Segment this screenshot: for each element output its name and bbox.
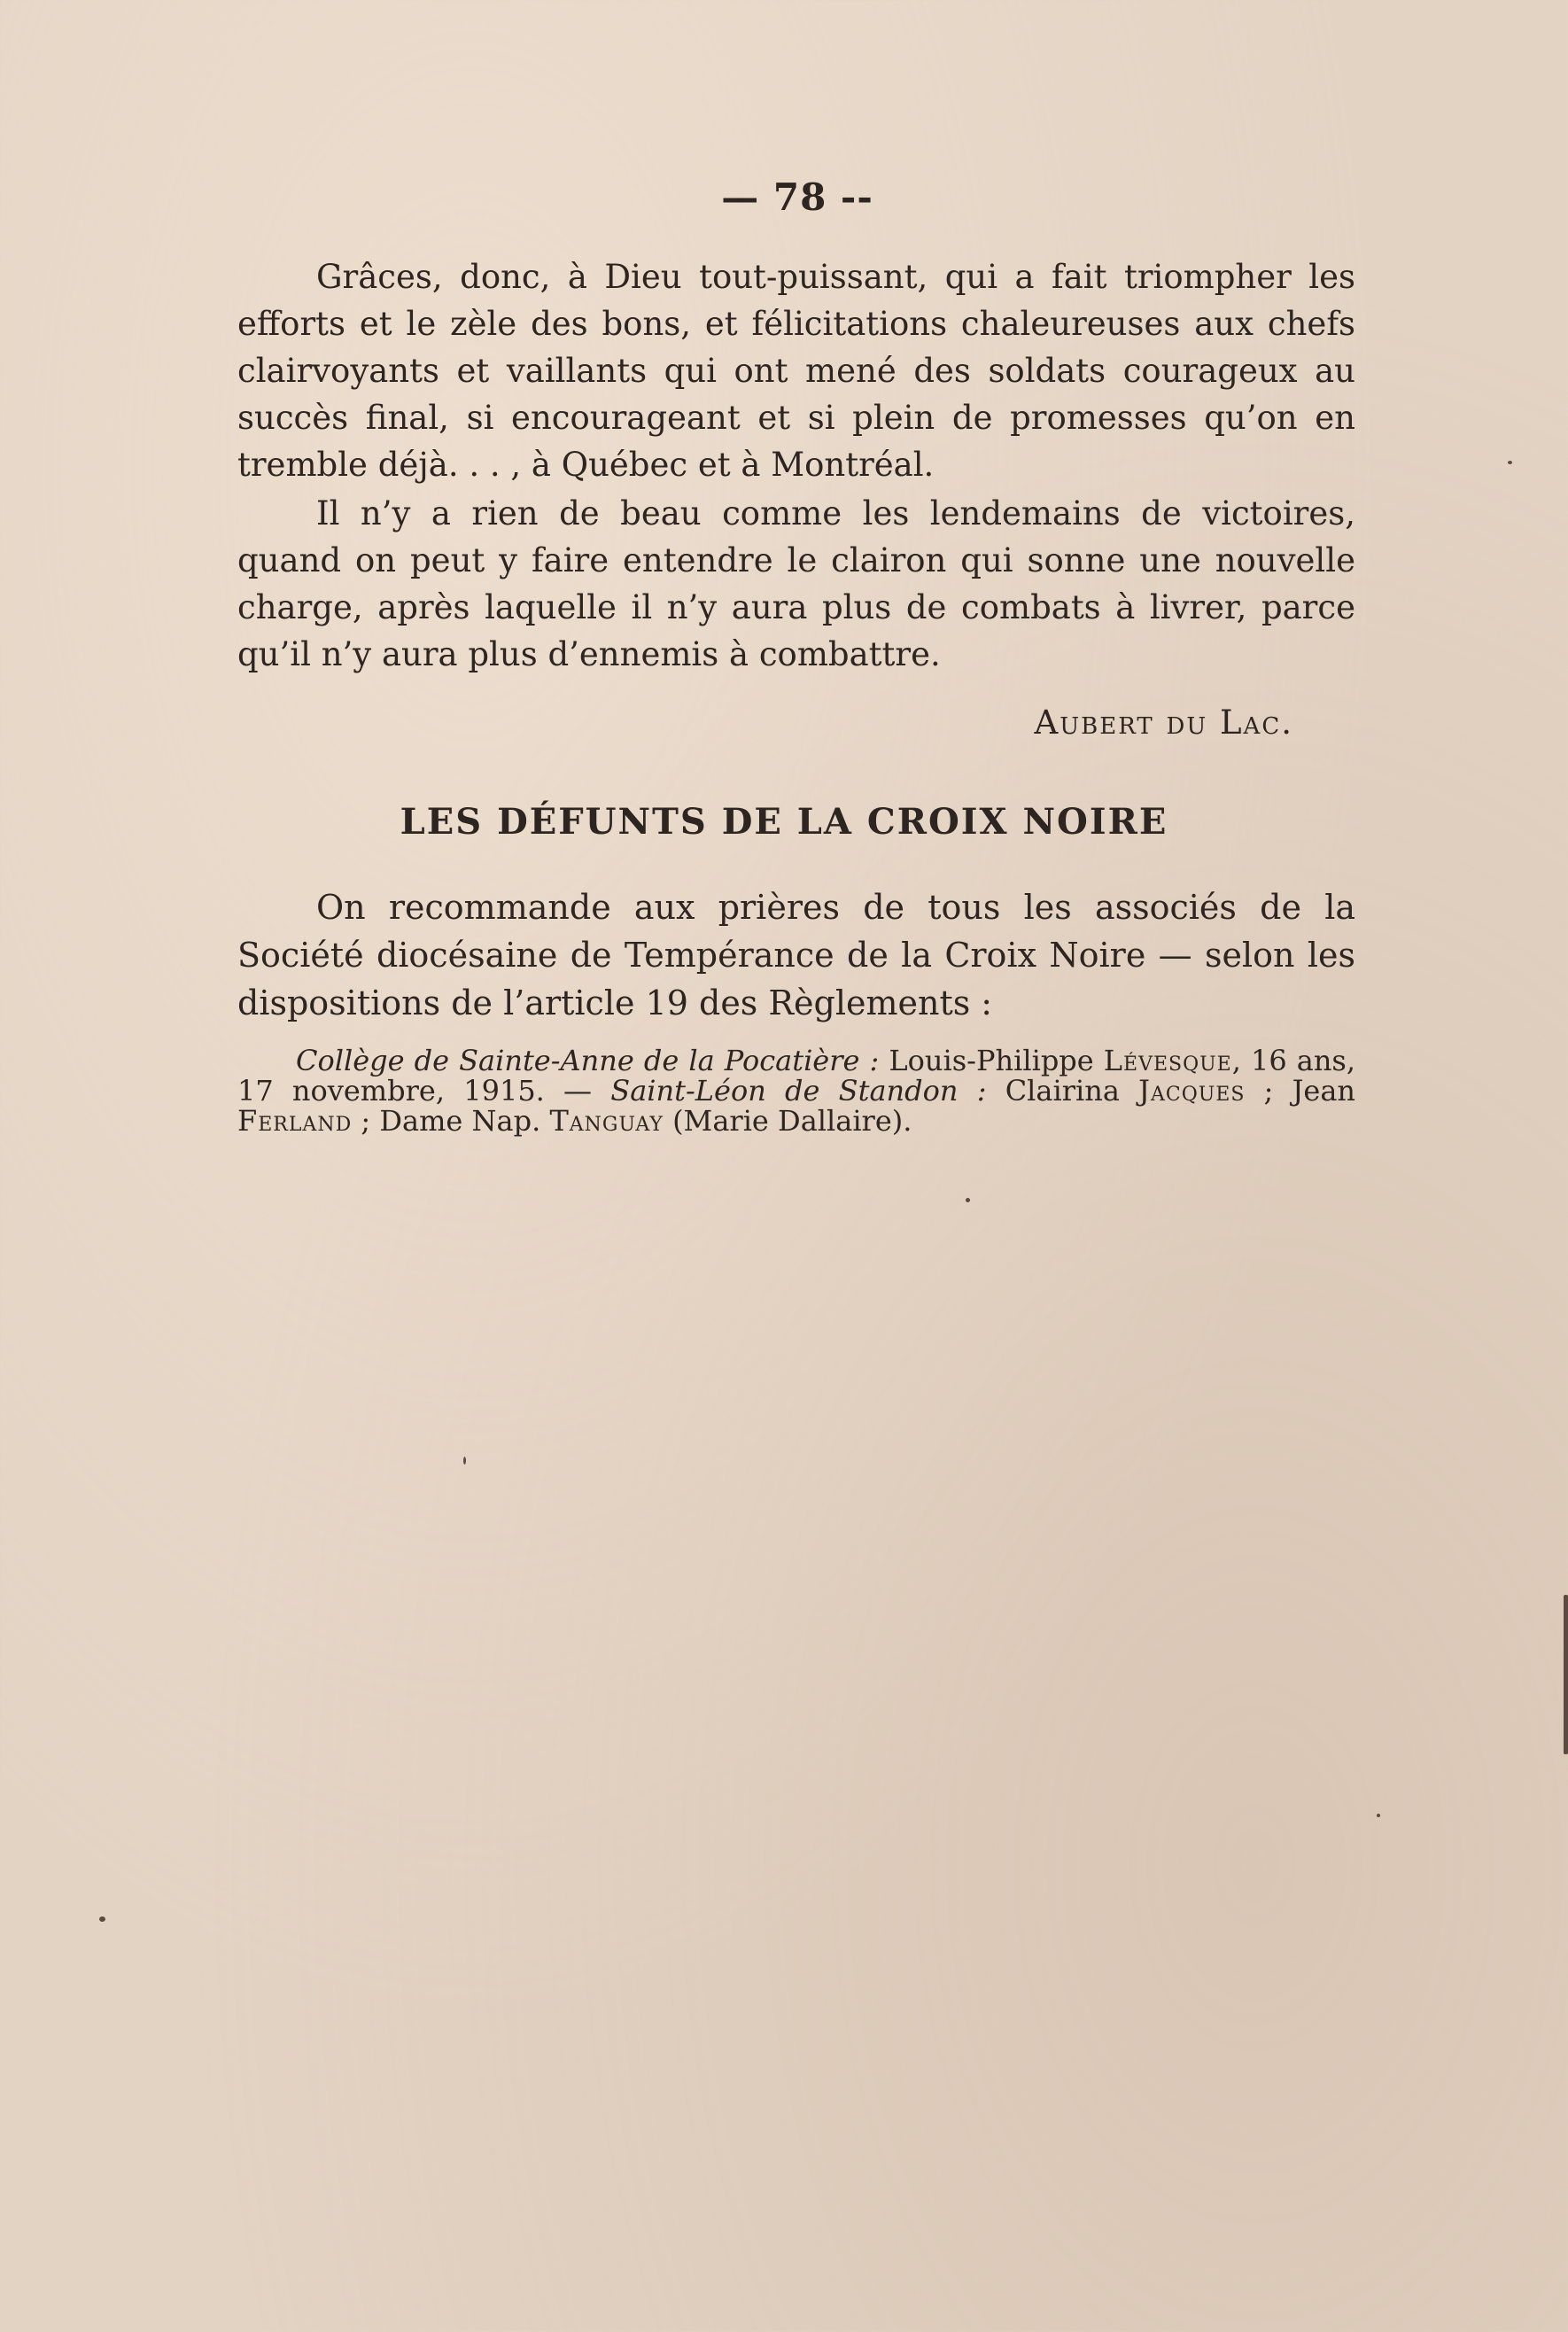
obituary-surname: Tanguay (549, 1104, 664, 1138)
paper-speck (1508, 461, 1512, 464)
paper-speck (1564, 1595, 1568, 1754)
obituary-detail: (Marie Dallaire). (672, 1104, 912, 1138)
obituary-name: ; Jean (1263, 1074, 1356, 1108)
section-intro: On recommande aux prières de tous les associés de la Société diocésaine de Tempérance de la Croix Noire — selon les dispositions de l’article 19 des Règlements : (237, 888, 1355, 1022)
obituary-name: Louis-Philippe (889, 1044, 1094, 1077)
obituary-surname: Jacques (1138, 1074, 1246, 1108)
body-paragraph: Il n’y a rien de beau comme les lendemains de victoires, quand on peut y faire entendre le clairon qui sonne une nouvelle charge, après laquelle il n’y aura plus de combats à livrer, parce qu’il n’y aura plus d’ennemis à combattre. (237, 494, 1355, 673)
obituary-list (237, 1046, 1355, 1136)
obituary-name: ; Dame Nap. (361, 1104, 541, 1138)
obituary-surname: Lévesque (1103, 1044, 1232, 1077)
body-paragraph: Grâces, donc, à Dieu tout-puissant, qui a fait triompher les efforts et le zèle des bons, et félicitations chaleureuses aux chefs clairvoyants et vaillants qui ont mené des soldats courageux au succès final, si encourageant et si plein de promesses qu’on en tremble déjà. . . , à Québec et à Montréal. (237, 258, 1355, 484)
paper-speck (99, 1916, 105, 1922)
obituary-detail: , 16 ans, 17 novembre, 1915. — (237, 1044, 1356, 1108)
page-number: — 78 -- (721, 175, 873, 219)
paper-speck (966, 1198, 970, 1202)
obituary-name: Clairina (1005, 1074, 1120, 1108)
paper-speck (463, 1457, 466, 1465)
author-signature: Aubert du Lac. (1034, 703, 1293, 742)
obituary-place: Saint-Léon de Standon : (610, 1074, 987, 1108)
obituary-surname: Ferland (237, 1104, 353, 1138)
section-heading: LES DÉFUNTS DE LA CROIX NOIRE (400, 801, 1168, 843)
obituary-place: Collège de Sainte-Anne de la Pocatière : (296, 1044, 880, 1077)
paper-speck (1377, 1814, 1380, 1817)
